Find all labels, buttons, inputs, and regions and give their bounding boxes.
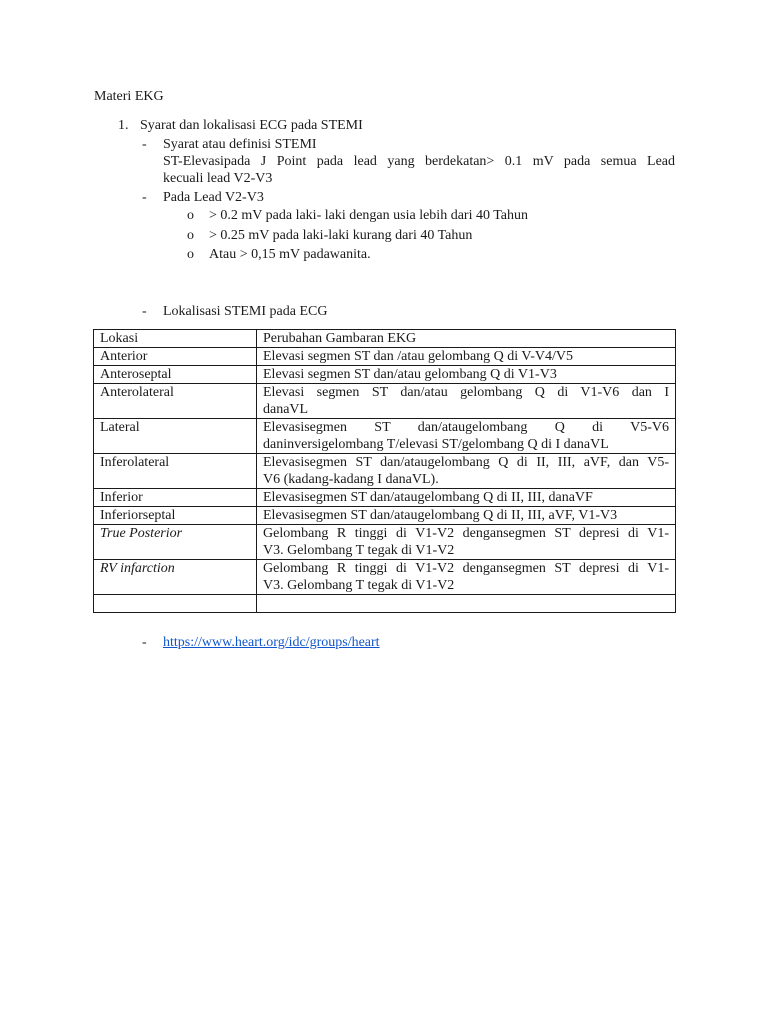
- table-row-empty: [94, 595, 676, 613]
- table-cell-perubahan: [257, 525, 676, 560]
- cell-line: Elevasi segmen ST dan /atau gelombang Q di V-V4/V5: [263, 349, 574, 364]
- bullet-item: > 0.25 mV pada laki-laki kurang dari 40 Tahun: [209, 228, 473, 243]
- bullet-item: > 0.2 mV pada laki- laki dengan usia lebih dari 40 Tahun: [209, 208, 528, 223]
- table-row: [94, 560, 676, 595]
- table-cell-lokasi: True Posterior: [94, 525, 257, 560]
- cell-line: Gelombang R tinggi di V1-V2 dengansegmen ST depresi di V1-: [263, 526, 669, 541]
- bullet-marker: o: [187, 228, 194, 243]
- table-header-row: [94, 330, 676, 348]
- table-row: [94, 419, 676, 454]
- bullet-marker: o: [187, 247, 194, 262]
- stemi-localization-table: [93, 329, 676, 613]
- table-cell-lokasi: RV infarction: [94, 560, 257, 595]
- table-cell-perubahan: [257, 454, 676, 489]
- table-row: [94, 366, 676, 384]
- list-number-1: 1.: [118, 118, 129, 133]
- table-cell-perubahan: [257, 419, 676, 454]
- table-row: [94, 525, 676, 560]
- table-cell-lokasi: Inferolateral: [94, 454, 257, 489]
- table-cell-lokasi: Lateral: [94, 419, 257, 454]
- cell-line: V3. Gelombang T tegak di V1-V2: [263, 578, 455, 593]
- cell-line: Gelombang R tinggi di V1-V2 dengansegmen ST depresi di V1-: [263, 561, 669, 576]
- table-header-cell: Perubahan Gambaran EKG: [257, 330, 676, 348]
- heart-org-link[interactable]: https://www.heart.org/idc/groups/heart: [163, 635, 380, 650]
- dash-marker: -: [142, 137, 147, 152]
- bullet-item: Atau > 0,15 mV padawanita.: [209, 247, 371, 262]
- table-cell-lokasi: Anteroseptal: [94, 366, 257, 384]
- cell-line: Elevasi segmen ST dan/atau gelombang Q di V1-V3: [263, 367, 557, 382]
- sub1-body-line2: kecuali lead V2-V3: [163, 171, 273, 186]
- table-cell-perubahan: [257, 384, 676, 419]
- table-cell-lokasi: Anterolateral: [94, 384, 257, 419]
- table-row: [94, 454, 676, 489]
- table-cell-perubahan: [257, 560, 676, 595]
- sub1-heading: Syarat atau definisi STEMI: [163, 137, 317, 152]
- sub2-heading: Pada Lead V2-V3: [163, 190, 264, 205]
- table-cell-lokasi: Inferior: [94, 489, 257, 507]
- cell-line: V3. Gelombang T tegak di V1-V2: [263, 543, 455, 558]
- table-row: [94, 507, 676, 525]
- dash-marker: -: [142, 304, 147, 319]
- cell-line: Elevasisegmen ST dan/ataugelombang Q di II, III, aVF, V1-V3: [263, 508, 618, 523]
- cell-line: Elevasi segmen ST dan/atau gelombang Q di V1-V6 dan I: [263, 385, 669, 400]
- dash-marker: -: [142, 635, 147, 650]
- table-header-cell: Lokasi: [94, 330, 257, 348]
- cell-line: Elevasisegmen ST dan/ataugelombang Q di V5-V6: [263, 420, 669, 435]
- cell-line: V6 (kadang-kadang I danaVL).: [263, 472, 439, 487]
- cell-line: Elevasisegmen ST dan/ataugelombang Q di II, III, danaVF: [263, 490, 593, 505]
- sub3-heading: Lokalisasi STEMI pada ECG: [163, 304, 328, 319]
- table-row: [94, 384, 676, 419]
- table-cell-perubahan: [257, 489, 676, 507]
- table-cell-perubahan: [257, 507, 676, 525]
- table-cell-lokasi: Inferiorseptal: [94, 507, 257, 525]
- bullet-marker: o: [187, 208, 194, 223]
- table-cell-perubahan: [257, 366, 676, 384]
- cell-line: daninversigelombang T/elevasi ST/gelombang Q di I danaVL: [263, 437, 609, 452]
- list-item-1-text: Syarat dan lokalisasi ECG pada STEMI: [140, 118, 363, 133]
- cell-line: Elevasisegmen ST dan/ataugelombang Q di II, III, aVF, dan V5-: [263, 455, 669, 470]
- table-cell-perubahan: [257, 348, 676, 366]
- table-cell-perubahan: [257, 595, 676, 613]
- document-title: Materi EKG: [94, 89, 164, 104]
- table-cell-lokasi: Anterior: [94, 348, 257, 366]
- sub1-body-line1: ST-Elevasipada J Point pada lead yang berdekatan> 0.1 mV pada semua Lead: [163, 154, 675, 169]
- dash-marker: -: [142, 190, 147, 205]
- table-row: [94, 348, 676, 366]
- table-row: [94, 489, 676, 507]
- table-cell-lokasi: [94, 595, 257, 613]
- cell-line: danaVL: [263, 402, 309, 417]
